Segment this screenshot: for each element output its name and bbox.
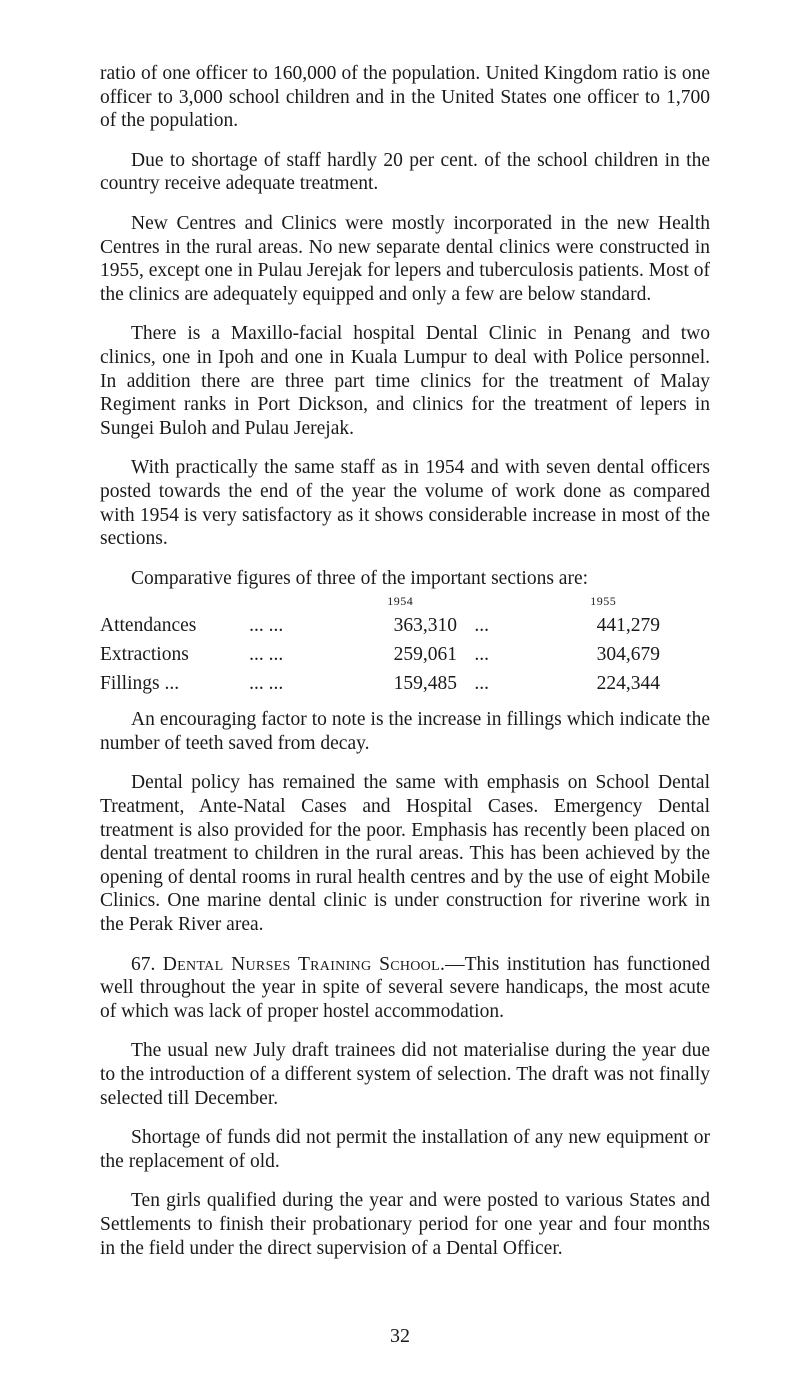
body-text bbox=[100, 62, 710, 1276]
paragraph-2: Due to shortage of staff hardly 20 per cent. of the school children in the country receive adequate treatment. bbox=[100, 149, 710, 195]
paragraph-9 bbox=[100, 953, 710, 1024]
row-leader: ... ... bbox=[249, 643, 284, 665]
section-heading: Dental Nurses Training School. bbox=[162, 953, 446, 975]
paragraph-11: Shortage of funds did not permit the installation of any new equipment or the replacement of old. bbox=[100, 1127, 710, 1172]
row-label: Attendances bbox=[100, 614, 197, 636]
row-label: Fillings ... bbox=[100, 672, 180, 694]
section-number: 67. bbox=[131, 953, 156, 975]
row-leader: ... ... bbox=[249, 614, 284, 636]
table-header-row bbox=[100, 594, 660, 611]
value-1955: 304,679 bbox=[596, 643, 660, 665]
page-number: 32 bbox=[390, 1325, 410, 1347]
table-row bbox=[100, 640, 660, 669]
column-header-1955: 1955 bbox=[590, 594, 617, 609]
value-1955: 224,344 bbox=[596, 672, 660, 694]
value-1954: 159,485 bbox=[393, 672, 457, 694]
row-separator: ... bbox=[474, 672, 490, 694]
paragraph-6: Comparative figures of three of the important sections are: bbox=[131, 567, 589, 589]
paragraph-10: The usual new July draft trainees did not materialise during the year due to the introduction of a different system of selection. The draft was not finally selected till December. bbox=[100, 1040, 710, 1109]
section-body: —This institution has functioned well throughout the year in spite of several severe handicaps, the most acute of which was lack of proper hostel accommodation. bbox=[100, 953, 710, 1022]
table-row bbox=[100, 669, 660, 698]
paragraph-5: With practically the same staff as in 1954 and with seven dental officers posted towards the end of the year the volume of work done as compared with 1954 is very satisfactory as it shows considerable increase in most of the sections. bbox=[100, 457, 710, 550]
paragraph-7: An encouraging factor to note is the increase in fillings which indicate the number of teeth saved from decay. bbox=[100, 709, 710, 754]
paragraph-8: Dental policy has remained the same with emphasis on School Dental Treatment, Ante-Natal Cases and Hospital Cases. Emergency Dental treatment is also provided for the poor. Emphasis has recently been placed on dental treatment to children in the rural areas. This has been achieved by the opening of dental rooms in rural health centres and by the use of eight Mobile Clinics. One marine dental clinic is under construction for riverine work in the Perak River area. bbox=[100, 772, 710, 936]
value-1954: 363,310 bbox=[393, 614, 457, 636]
row-leader: ... ... bbox=[249, 672, 284, 694]
row-separator: ... bbox=[474, 614, 490, 636]
row-label: Extractions bbox=[100, 643, 189, 665]
table-row bbox=[100, 611, 660, 640]
comparative-figures-table bbox=[100, 594, 660, 698]
value-1955: 441,279 bbox=[596, 614, 660, 636]
paragraph-3: New Centres and Clinics were mostly incorporated in the new Health Centres in the rural areas. No new separate dental clinics were constructed in 1955, except one in Pulau Jerejak for lepers and tuberculosis patients. Most of the clinics are adequately equipped and only a few are below standard. bbox=[100, 212, 710, 305]
value-1954: 259,061 bbox=[393, 643, 457, 665]
paragraph-1: ratio of one officer to 160,000 of the population. United Kingdom ratio is one officer to 3,000 school children and in the United States one officer to 1,700 of the population. bbox=[100, 63, 710, 132]
row-separator: ... bbox=[474, 643, 490, 665]
column-header-1954: 1954 bbox=[387, 594, 414, 609]
paragraph-4: There is a Maxillo-facial hospital Dental Clinic in Penang and two clinics, one in Ipoh and one in Kuala Lumpur to deal with Police personnel. In addition there are three part time clinics for the treatment of Malay Regiment ranks in Port Dickson, and clinics for the treatment of lepers in Sungei Buloh and Pulau Jerejak. bbox=[100, 323, 710, 439]
paragraph-12: Ten girls qualified during the year and were posted to various States and Settlements to finish their probationary period for one year and four months in the field under the direct supervision of a Dental Officer. bbox=[100, 1190, 710, 1259]
